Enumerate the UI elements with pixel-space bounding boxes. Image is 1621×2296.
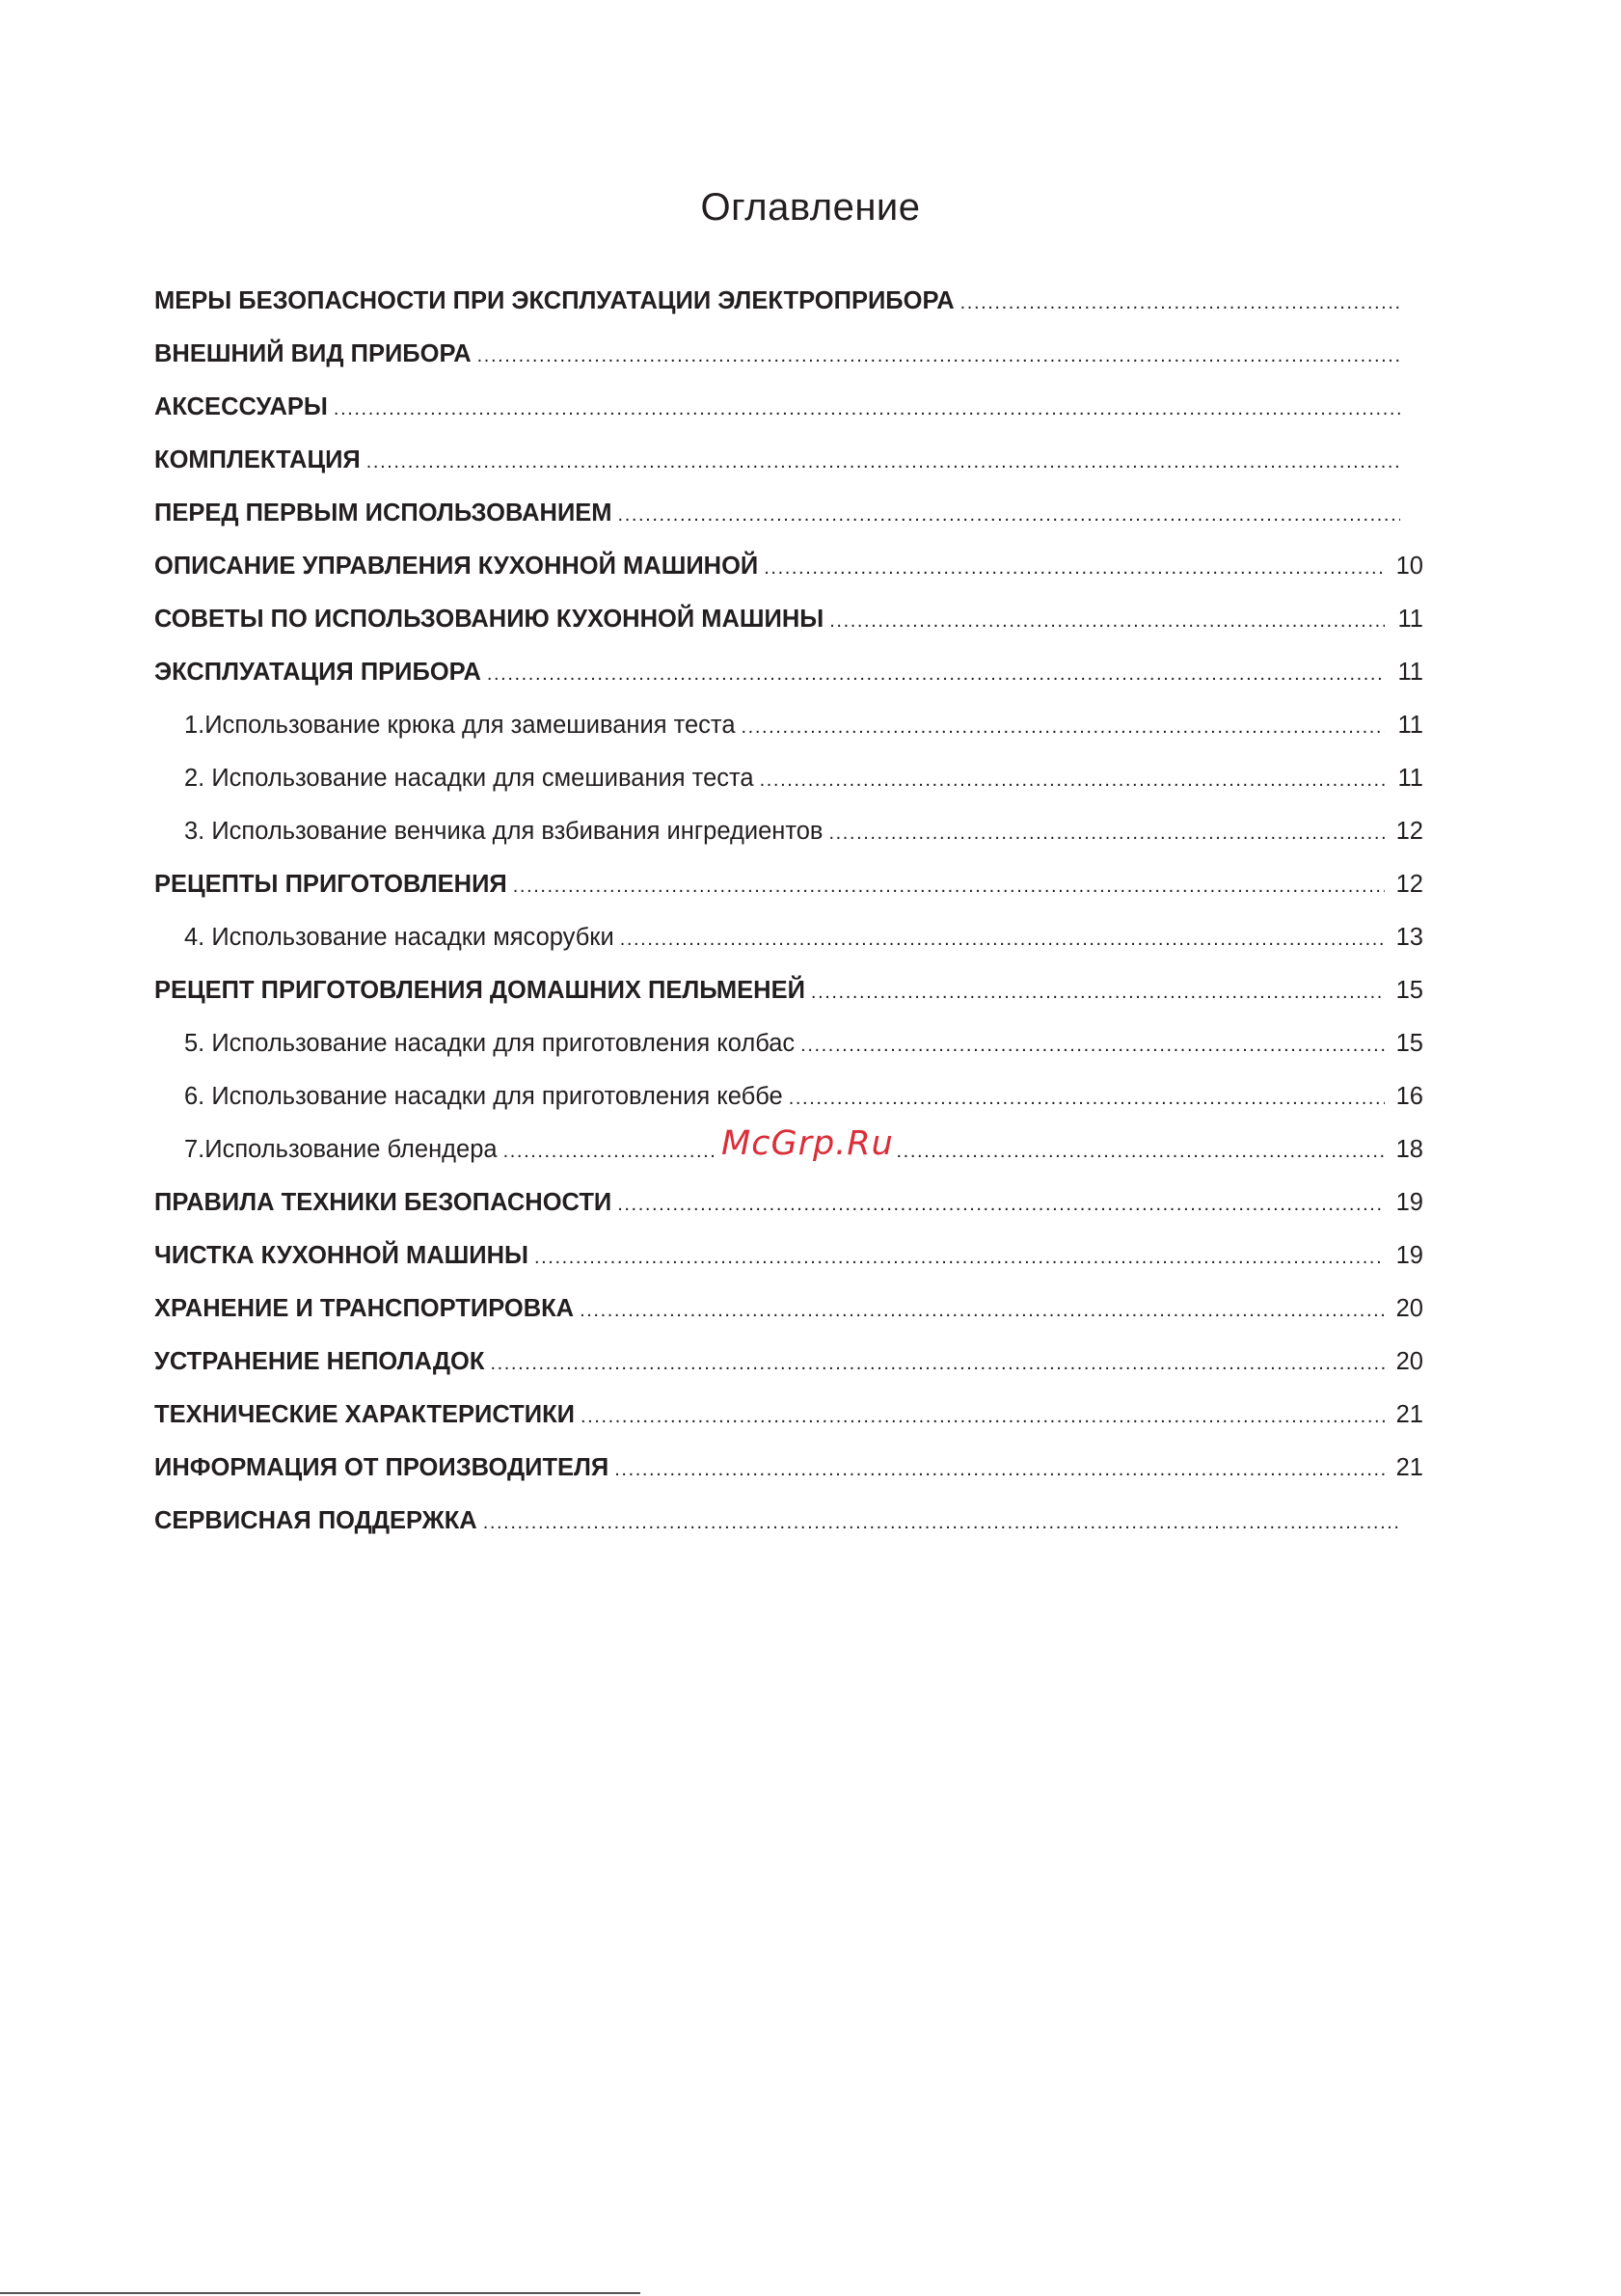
toc-entry[interactable] <box>154 381 1423 434</box>
toc-entry-label: КОМПЛЕКТАЦИЯ <box>154 446 361 473</box>
table-of-contents <box>154 275 1423 1548</box>
toc-entry-label: ПЕРЕД ПЕРВЫМ ИСПОЛЬЗОВАНИЕМ <box>154 500 612 527</box>
toc-entry[interactable] <box>154 1283 1423 1336</box>
toc-entry-label: МЕРЫ БЕЗОПАСНОСТИ ПРИ ЭКСПЛУАТАЦИИ ЭЛЕКТРОПРИБОРА <box>154 287 955 314</box>
toc-entry-page: 15 <box>1395 977 1423 1004</box>
toc-entry[interactable] <box>154 593 1423 646</box>
toc-entry-page: 21 <box>1395 1454 1423 1481</box>
toc-entry-page: 18 <box>1395 1136 1423 1163</box>
toc-entry[interactable] <box>154 540 1423 593</box>
toc-dot-leader <box>490 1349 1385 1376</box>
toc-entry-page: 15 <box>1395 1030 1423 1057</box>
toc-entry-label: ЭКСПЛУАТАЦИЯ ПРИБОРА <box>154 659 481 686</box>
toc-entry[interactable] <box>154 1017 1423 1070</box>
toc-entry[interactable] <box>154 646 1423 699</box>
toc-entry-label: ЧИСТКА КУХОННОЙ МАШИНЫ <box>154 1242 528 1269</box>
page-title: Оглавление <box>700 185 921 229</box>
toc-entry-label: 2. Использование насадки для смешивания теста <box>184 765 754 792</box>
toc-entry[interactable] <box>154 1229 1423 1283</box>
toc-dot-leader <box>483 1508 1400 1535</box>
toc-dot-leader <box>580 1296 1385 1323</box>
toc-dot-leader <box>764 554 1385 581</box>
toc-dot-leader <box>534 1243 1385 1270</box>
toc-entry-page: 13 <box>1395 924 1423 951</box>
toc-dot-leader <box>513 872 1385 899</box>
toc-entry-label: ВНЕШНИЙ ВИД ПРИБОРА <box>154 340 472 367</box>
toc-entry[interactable] <box>154 1176 1423 1229</box>
toc-dot-leader <box>760 766 1385 793</box>
toc-entry[interactable] <box>154 434 1423 487</box>
toc-entry-label: 6. Использование насадки для приготовления кеббе <box>184 1083 783 1110</box>
toc-entry[interactable] <box>154 752 1423 805</box>
toc-entry-page: 12 <box>1395 818 1423 845</box>
toc-entry[interactable] <box>154 1336 1423 1389</box>
toc-entry-page: 16 <box>1395 1083 1423 1110</box>
toc-entry-label: РЕЦЕПТЫ ПРИГОТОВЛЕНИЯ <box>154 871 507 898</box>
toc-entry-label: СОВЕТЫ ПО ИСПОЛЬЗОВАНИЮ КУХОННОЙ МАШИНЫ <box>154 606 824 633</box>
toc-entry-label: 4. Использование насадки мясорубки <box>184 924 614 951</box>
toc-entry[interactable] <box>154 328 1423 381</box>
toc-dot-leader <box>829 607 1385 634</box>
toc-entry[interactable] <box>154 699 1423 752</box>
toc-dot-leader <box>800 1031 1385 1058</box>
toc-entry-label: ИНФОРМАЦИЯ ОТ ПРОИЗВОДИТЕЛЯ <box>154 1454 609 1481</box>
toc-dot-leader <box>828 819 1385 846</box>
toc-entry-label: ХРАНЕНИЕ И ТРАНСПОРТИРОВКА <box>154 1295 575 1322</box>
toc-entry[interactable] <box>154 911 1423 964</box>
toc-entry-page: 19 <box>1395 1189 1423 1216</box>
toc-entry[interactable] <box>154 1070 1423 1123</box>
toc-dot-leader <box>581 1402 1385 1429</box>
toc-dot-leader <box>620 925 1385 952</box>
toc-entry-label: 5. Использование насадки для приготовления колбас <box>184 1030 796 1057</box>
toc-entry-label: УСТРАНЕНИЕ НЕПОЛАДОК <box>154 1348 485 1375</box>
toc-entry-page: 19 <box>1395 1242 1423 1269</box>
toc-entry[interactable] <box>154 275 1423 328</box>
toc-dot-leader <box>614 1455 1385 1482</box>
toc-entry-page: 12 <box>1395 871 1423 898</box>
toc-dot-leader <box>811 978 1385 1005</box>
toc-entry-page: 10 <box>1395 553 1423 580</box>
toc-dot-leader <box>503 1137 1385 1164</box>
toc-entry[interactable] <box>154 805 1423 858</box>
toc-entry-page: 20 <box>1395 1348 1423 1375</box>
toc-entry[interactable] <box>154 487 1423 540</box>
toc-entry[interactable] <box>154 1495 1423 1548</box>
toc-entry-label: ПРАВИЛА ТЕХНИКИ БЕЗОПАСНОСТИ <box>154 1189 612 1216</box>
toc-dot-leader <box>487 660 1385 687</box>
toc-dot-leader <box>960 288 1400 315</box>
toc-entry-label: ТЕХНИЧЕСКИЕ ХАРАКТЕРИСТИКИ <box>154 1401 575 1428</box>
toc-entry-page: 11 <box>1397 659 1423 686</box>
toc-entry-label: ОПИСАНИЕ УПРАВЛЕНИЯ КУХОННОЙ МАШИНОЙ <box>154 553 759 580</box>
toc-entry-label: 1.Использование крюка для замешивания теста <box>184 712 736 739</box>
watermark: McGrp.Ru <box>717 1124 898 1163</box>
toc-dot-leader <box>789 1084 1385 1111</box>
toc-entry-label: АКСЕССУАРЫ <box>154 393 328 420</box>
toc-dot-leader <box>617 1190 1385 1217</box>
toc-entry-label: 3. Использование венчика для взбивания ингредиентов <box>184 818 824 845</box>
toc-entry-label: СЕРВИСНАЯ ПОДДЕРЖКА <box>154 1507 477 1534</box>
toc-entry[interactable] <box>154 1442 1423 1495</box>
toc-entry-label: 7.Использование блендера <box>184 1136 498 1163</box>
toc-dot-leader <box>618 500 1400 527</box>
toc-dot-leader <box>334 394 1400 421</box>
toc-entry-label: РЕЦЕПТ ПРИГОТОВЛЕНИЯ ДОМАШНИХ ПЕЛЬМЕНЕЙ <box>154 977 805 1004</box>
toc-entry[interactable] <box>154 1389 1423 1442</box>
toc-entry[interactable] <box>154 858 1423 911</box>
toc-dot-leader <box>742 713 1385 740</box>
footer-rule <box>0 2292 640 2294</box>
toc-entry-page: 11 <box>1397 765 1423 792</box>
toc-entry-page: 21 <box>1395 1401 1423 1428</box>
toc-entry-page: 20 <box>1395 1295 1423 1322</box>
toc-dot-leader <box>477 341 1400 368</box>
toc-entry[interactable] <box>154 964 1423 1017</box>
toc-entry-page: 11 <box>1397 606 1423 633</box>
toc-dot-leader <box>366 447 1400 474</box>
toc-entry-page: 11 <box>1397 712 1423 739</box>
